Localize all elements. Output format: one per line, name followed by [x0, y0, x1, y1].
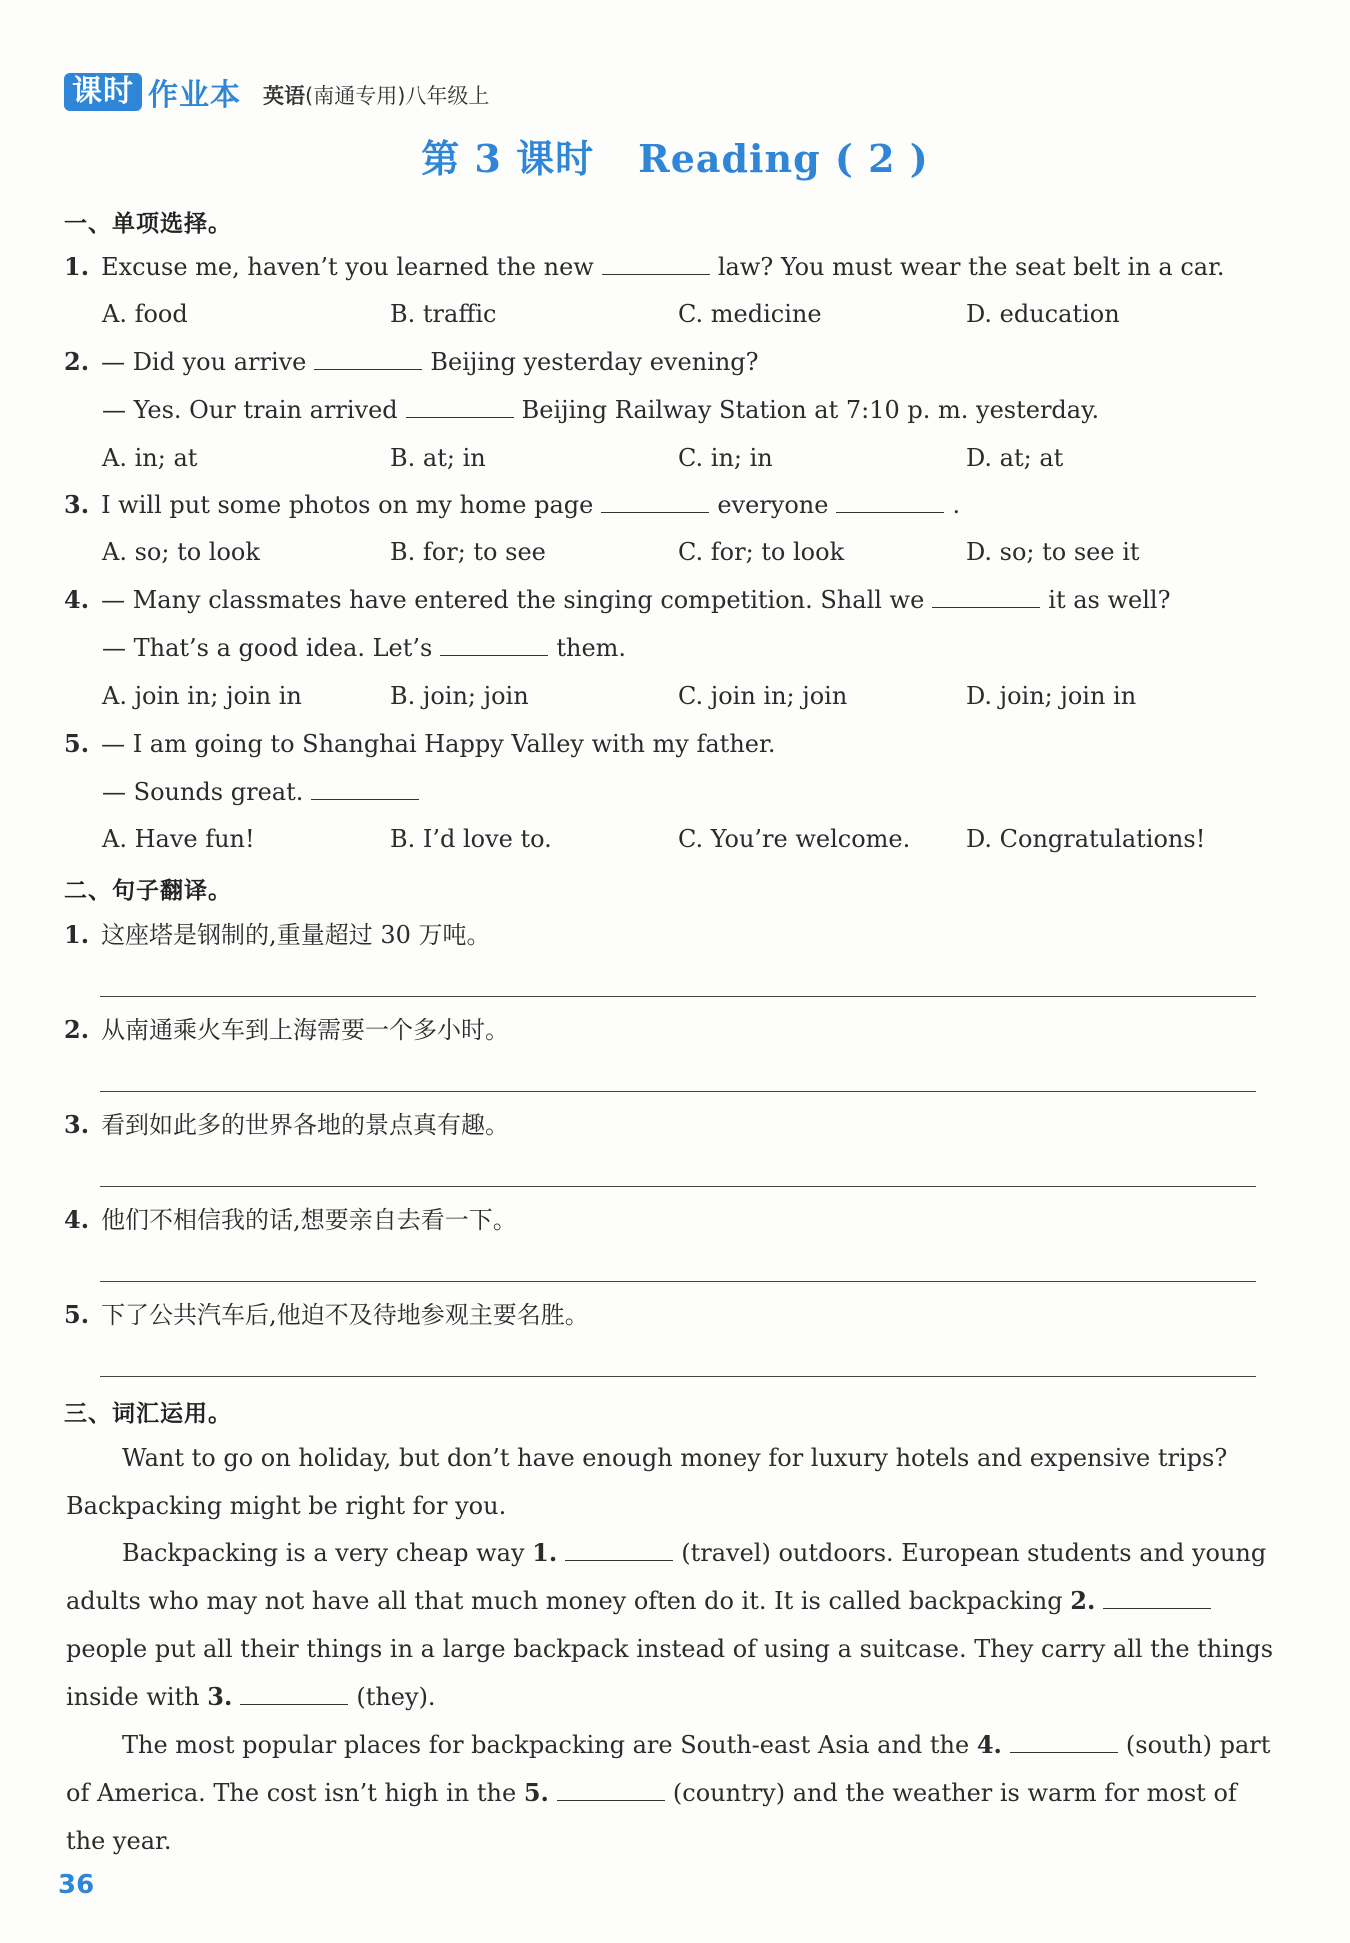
q2-option-a[interactable]: A. in; at [102, 444, 198, 472]
answer-line[interactable] [100, 1376, 1256, 1377]
question-5-line-2: — Sounds great. [102, 777, 427, 807]
answer-blank[interactable] [601, 490, 709, 513]
question-2-line-1: 2. — Did you arrive Beijing yesterday evening? [64, 347, 759, 376]
passage-line: people put all their things in a large backpack instead of using a suitcase. They carry all the things [66, 1635, 1274, 1663]
q5-option-b[interactable]: B. I’d love to. [390, 825, 552, 853]
answer-blank[interactable] [440, 633, 548, 656]
translation-item-1: 1. 这座塔是钢制的,重量超过 30 万吨。 [64, 920, 491, 949]
answer-blank[interactable] [314, 347, 422, 370]
answer-blank[interactable] [557, 1778, 665, 1801]
q1-option-b[interactable]: B. traffic [390, 300, 497, 328]
page-number: 36 [58, 1870, 95, 1900]
question-1: 1. Excuse me, haven’t you learned the new law? You must wear the seat belt in a car. [64, 252, 1225, 281]
q1-option-a[interactable]: A. food [102, 300, 188, 328]
answer-line[interactable] [100, 1091, 1256, 1092]
translation-item-5: 5. 下了公共汽车后,他迫不及待地参观主要名胜。 [64, 1300, 589, 1329]
passage-line: of America. The cost isn’t high in the 5. (country) and the weather is warm for most of [66, 1778, 1237, 1807]
q4-option-a[interactable]: A. join in; join in [102, 682, 302, 710]
page-title [0, 128, 1350, 183]
lesson-number: 第 3 课时 [421, 136, 595, 181]
logo-badge: 课时 [64, 73, 142, 111]
answer-blank[interactable] [836, 490, 944, 513]
q4-option-b[interactable]: B. join; join [390, 682, 529, 710]
question-3: 3. I will put some photos on my home page everyone . [64, 490, 961, 519]
answer-blank[interactable] [1010, 1730, 1118, 1753]
q5-option-a[interactable]: A. Have fun! [102, 825, 255, 853]
q1-option-c[interactable]: C. medicine [678, 300, 822, 328]
answer-line[interactable] [100, 1186, 1256, 1187]
q1-option-d[interactable]: D. education [966, 300, 1120, 328]
passage-line: Want to go on holiday, but don’t have enough money for luxury hotels and expensive trips? [122, 1444, 1228, 1472]
translation-item-4: 4. 他们不相信我的话,想要亲自去看一下。 [64, 1205, 517, 1234]
q2-option-d[interactable]: D. at; at [966, 444, 1064, 472]
translation-item-2: 2. 从南通乘火车到上海需要一个多小时。 [64, 1015, 510, 1044]
answer-blank[interactable] [1103, 1586, 1211, 1609]
passage-line: Backpacking is a very cheap way 1. (travel) outdoors. European students and young [122, 1538, 1267, 1567]
passage-line: inside with 3. (they). [66, 1682, 436, 1711]
answer-line[interactable] [100, 996, 1256, 997]
q3-option-d[interactable]: D. so; to see it [966, 538, 1140, 566]
passage-line: The most popular places for backpacking are South-east Asia and the 4. (south) part [122, 1730, 1271, 1759]
q3-option-a[interactable]: A. so; to look [102, 538, 260, 566]
q5-option-d[interactable]: D. Congratulations! [966, 825, 1206, 853]
answer-line[interactable] [100, 1281, 1256, 1282]
passage-line: Backpacking might be right for you. [66, 1492, 507, 1520]
q5-option-c[interactable]: C. You’re welcome. [678, 825, 911, 853]
answer-blank[interactable] [565, 1538, 673, 1561]
q4-option-d[interactable]: D. join; join in [966, 682, 1137, 710]
q3-option-c[interactable]: C. for; to look [678, 538, 845, 566]
q4-option-c[interactable]: C. join in; join [678, 682, 848, 710]
question-4-line-2: — That’s a good idea. Let’s them. [102, 634, 627, 662]
logo-text: 作业本 [148, 78, 241, 113]
section3-heading: 三、词汇运用。 [64, 1401, 232, 1427]
passage-line: the year. [66, 1827, 172, 1855]
q2-option-b[interactable]: B. at; in [390, 444, 486, 472]
header-brand [64, 70, 489, 114]
answer-blank[interactable] [240, 1682, 348, 1705]
question-2-line-2: — Yes. Our train arrived Beijing Railway Station at 7:10 p. m. yesterday. [102, 396, 1100, 424]
question-5-line-1: 5. — I am going to Shanghai Happy Valley with my father. [64, 729, 776, 758]
answer-blank[interactable] [311, 777, 419, 800]
translation-item-3: 3. 看到如此多的世界各地的景点真有趣。 [64, 1110, 510, 1139]
q3-option-b[interactable]: B. for; to see [390, 538, 546, 566]
answer-blank[interactable] [406, 395, 514, 418]
section2-heading: 二、句子翻译。 [64, 878, 232, 904]
section1-heading: 一、单项选择。 [64, 211, 232, 237]
answer-blank[interactable] [602, 252, 710, 275]
q2-option-c[interactable]: C. in; in [678, 444, 773, 472]
passage-line: adults who may not have all that much money often do it. It is called backpacking 2. [66, 1586, 1219, 1616]
subject-label: 英语(南通专用)八年级上 [263, 84, 490, 108]
answer-blank[interactable] [932, 585, 1040, 608]
lesson-topic: Reading ( 2 ) [638, 136, 929, 181]
question-4-line-1: 4. — Many classmates have entered the singing competition. Shall we it as well? [64, 585, 1171, 614]
